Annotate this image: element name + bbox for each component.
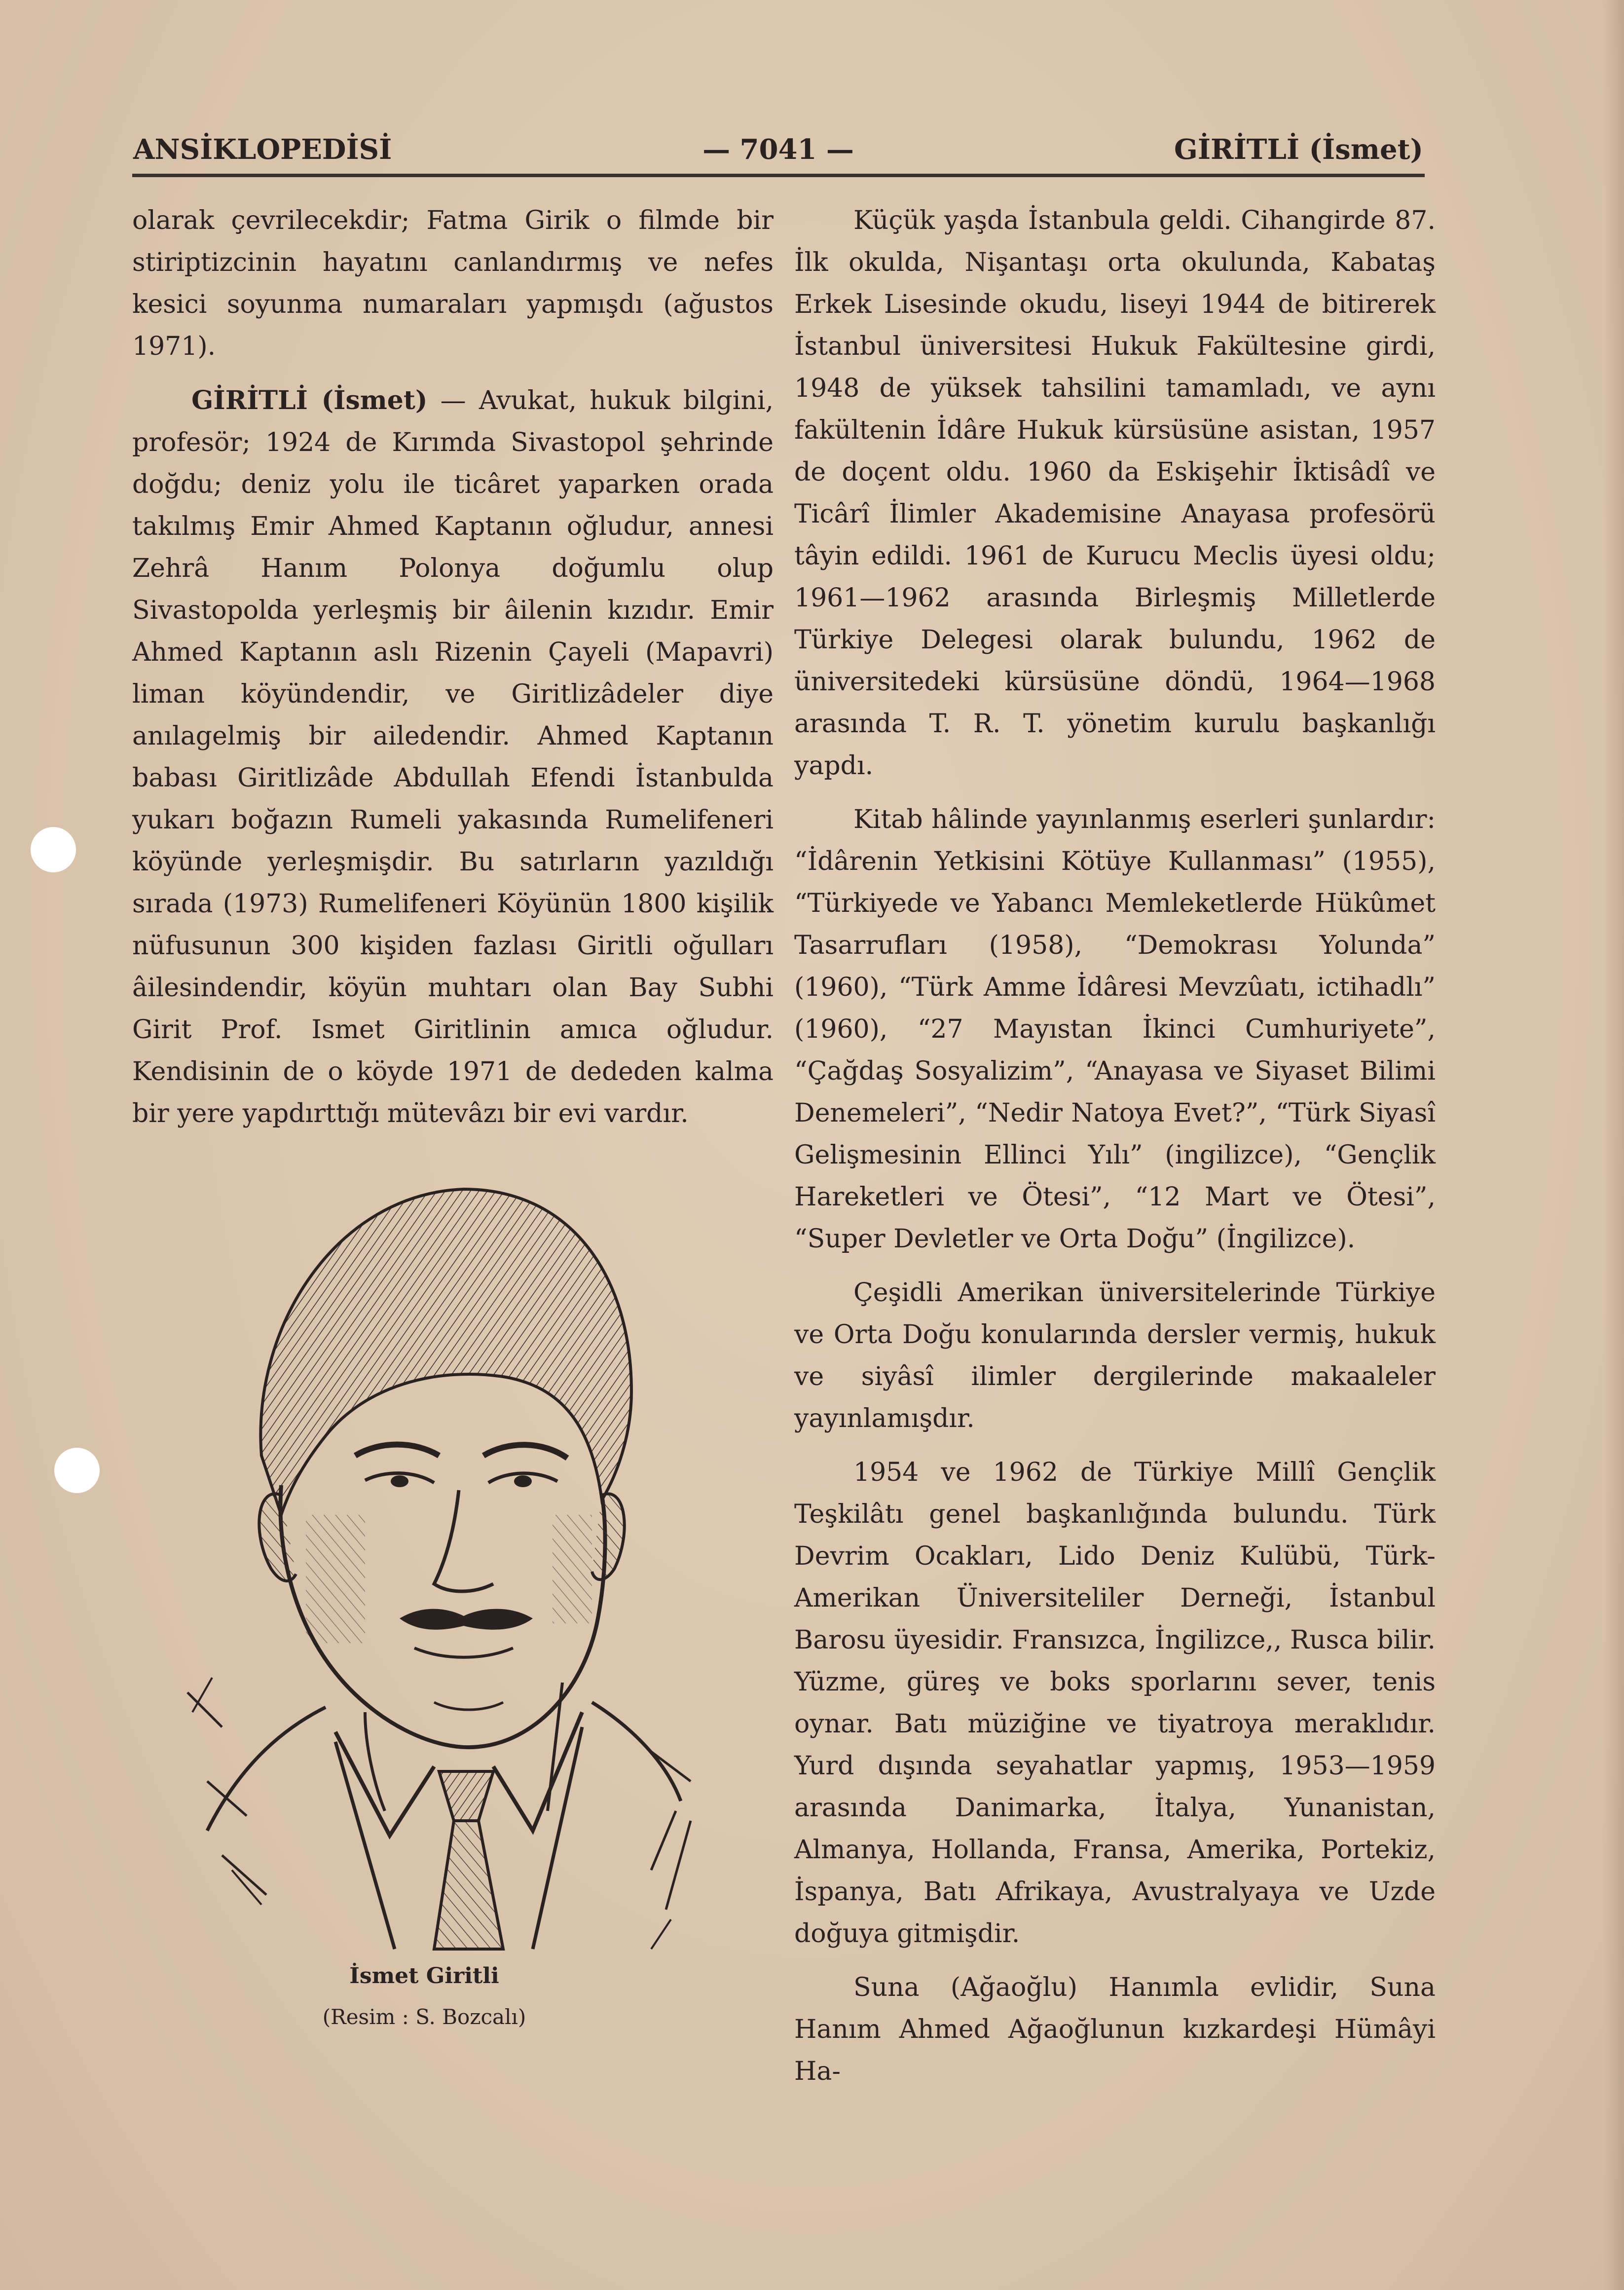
right-column [794,200,1436,2104]
portrait-illustration [158,1179,701,1964]
page-edge-shadow [1604,0,1624,2290]
page-header [133,127,1423,172]
header-entry-name: GİRİTLİ (İsmet) [1174,133,1423,166]
paragraph-publications: Kitab hâlinde yayınlanmış eserleri şunlardır: “İdârenin Yetkisini Kötüye Kullanması” (1955), “Türkiyede ve Yabancı Memleketlerde Hükûmet Tasarrufları (1958), “Demokrası Yolunda” (1960), “Türk Amme İdâresi Mevzûatı, ictihadlı” (1960), “27 Mayıstan İkinci Cumhuriyete”, “Çağdaş Sosyalizim”, “Anayasa ve Siyaset Bilimi Denemeleri”, “Nedir Natoya Evet?”, “Türk Siyasî Gelişmesinin Ellinci Yılı” (ingilizce), “Gençlik Hareketleri ve Ötesi”, “12 Mart ve Ötesi”, “Super Devletler ve Orta Doğu” (İngilizce). [794,805,1436,1254]
paragraph-teaching: Çeşidli Amerikan üniversitelerinde Türkiye ve Orta Doğu konularında dersler vermiş, hukuk ve siyâsî ilimler dergilerinde makaaleler yayınlamışdır. [794,1278,1436,1433]
entry-paragraph [132,379,774,1135]
page-number: — 7041 — [702,133,854,166]
punch-hole [31,827,76,872]
paragraph-continuation: olarak çevrilecekdir; Fatma Girik o filmde bir stiriptizcinin hayatını canlandırmış ve nefes kesici soyunma numaraları yapmışdı (ağustos 1971). [132,206,774,361]
portrait-caption-name: İsmet Giritli [349,1963,499,1989]
entry-text: — Avukat, hukuk bilgini, profesör; 1924 de Kırımda Sivastopol şehrinde doğdu; deniz yolu ile ticâret yaparken orada takılmış Emir Ahmed Kaptanın oğludur, annesi Zehrâ Hanım Polonya doğumlu olup Sivastopolda yerleşmiş bir âilenin kızıdır. Emir Ahmed Kaptanın aslı Rizenin Çayeli (Mapavri) liman köyündendir, ve Giritlizâdeler diye anılagelmiş bir ailedendir. Ahmed Kaptanın babası Giritlizâde Abdullah Efendi İstanbulda yukarı boğazın Rumeli yakasında Rumelifeneri köyünde yerleşmişdir. Bu satırların yazıldığı sırada (1973) Rumelifeneri Köyünün 1800 kişilik nüfusunun 300 kişiden fazlası Giritli oğulları âilesindendir, köyün muhtarı olan Bay Subhi Girit Prof. Ismet Giritlinin amıca oğludur. Kendisinin de o köyde 1971 de dededen kalma bir yere yapdırttığı mütevâzı bir evi vardır. [132,386,774,1128]
header-encyclopedia-title: ANSİKLOPEDİSİ [133,133,392,166]
punch-hole [54,1448,100,1493]
entry-title: GİRİTLİ (İsmet) [191,385,428,415]
paragraph-activities: 1954 ve 1962 de Türkiye Millî Gençlik Teşkilâtı genel başkanlığında bulundu. Türk Devrim Ocakları, Lido Deniz Kulübü, Türk-Amerikan Üniversiteliler Derneği, İstanbul Barosu üyesidir. Fransızca, İngilizce,, Rusca bilir. Yüzme, güreş ve boks sporlarını sever, tenis oynar. Batı müziğine ve tiyatroya meraklıdır. Yurd dışında seyahatlar yapmış, 1953—1959 arasında Danimarka, İtalya, Yunanistan, Almanya, Hollanda, Fransa, Amerika, Portekiz, İspanya, Batı Afrikaya, Avustralyaya ve Uzde doğuya gitmişdir. [794,1458,1436,1949]
header-rule [132,174,1425,177]
paragraph-family: Suna (Ağaoğlu) Hanımla evlidir, Suna Hanım Ahmed Ağaoğlunun kızkardeşi Hümâyi Ha- [794,1973,1436,2086]
paragraph-education: Küçük yaşda İstanbula geldi. Cihangirde 87. İlk okulda, Nişantaşı orta okulunda, Kabataş Erkek Lisesinde okudu, liseyi 1944 de bitirerek İstanbul üniversitesi Hukuk Fakültesine girdi, 1948 de yüksek tahsilini tamamladı, ve aynı fakültenin İdâre Hukuk kürsüsüne asistan, 1957 de doçent oldu. 1960 da Eskişehir İktisâdî ve Ticârî İlimler Akademisine Anayasa profesörü tâyin edildi. 1961 de Kurucu Meclis üyesi oldu; 1961—1962 arasında Birleşmiş Milletlerde Türkiye Delegesi olarak bulundu, 1962 de üniversitedeki kürsüsüne döndü, 1964—1968 arasında T. R. T. yönetim kurulu başkanlığı yapdı. [794,206,1436,781]
portrait-caption-credit: (Resim : S. Bozcalı) [322,2005,526,2029]
left-column [132,200,774,1147]
